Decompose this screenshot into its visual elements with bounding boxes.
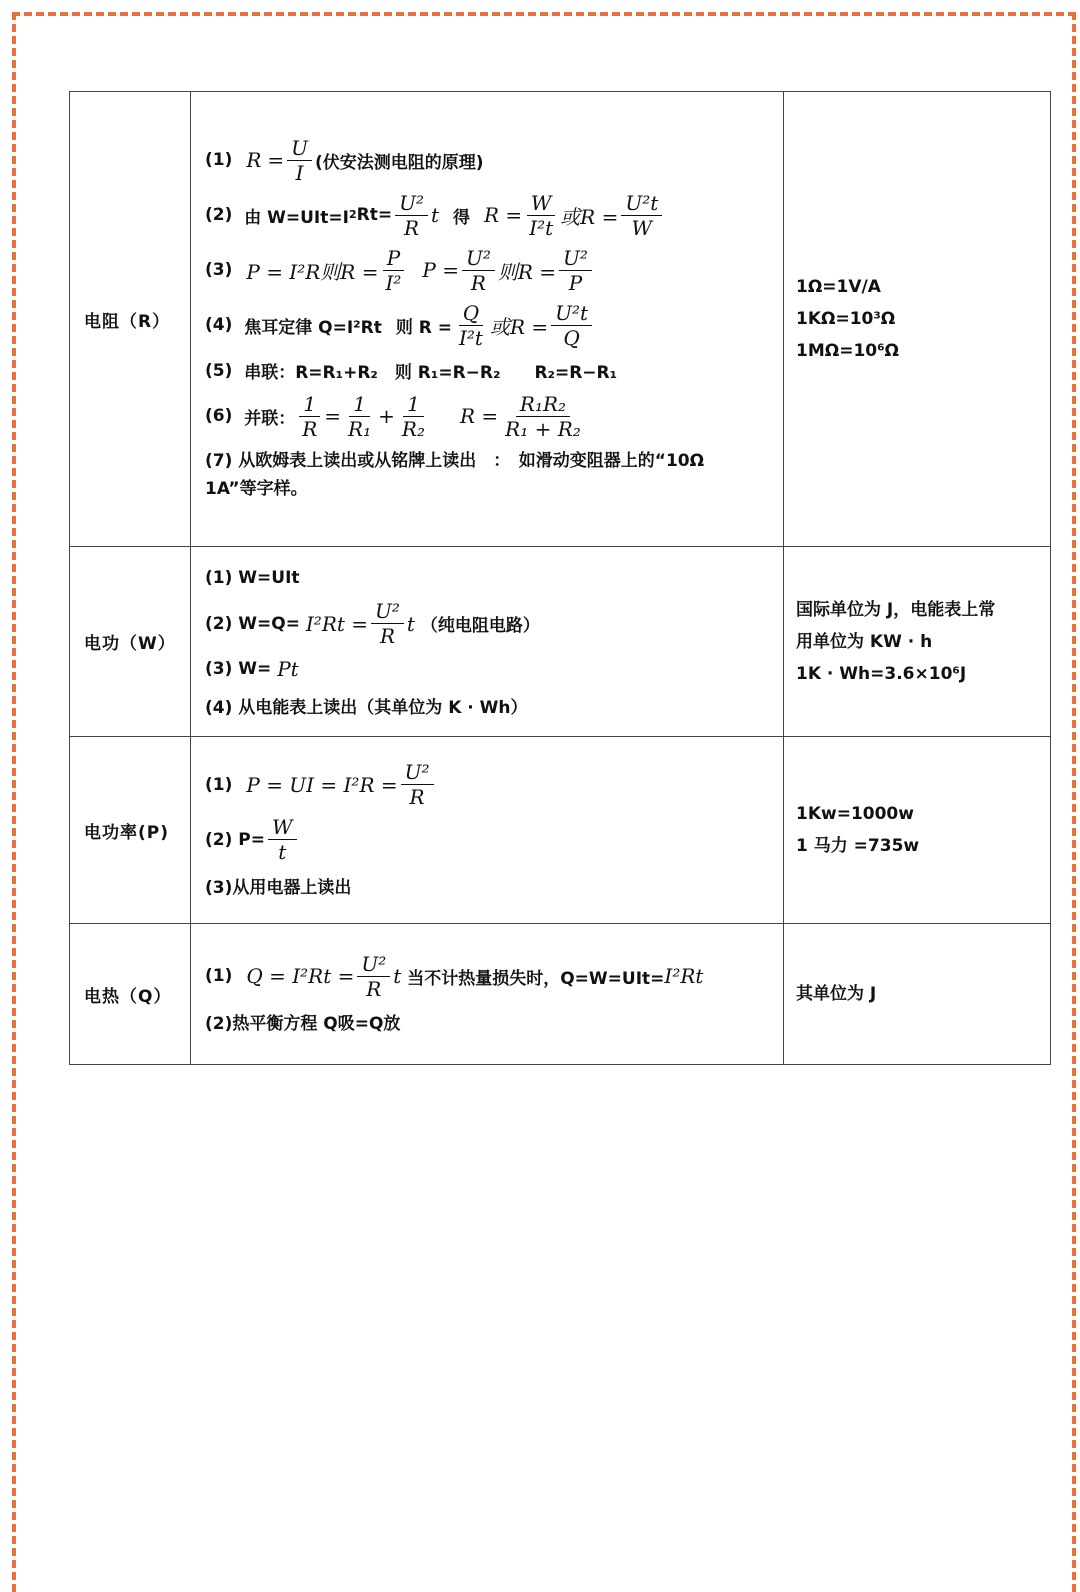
formula-line-5: (5) 串联：R=R₁+R₂ 则 R₁=R−R₂ R₂=R−R₁	[205, 360, 618, 383]
fraction: $\frac{W}{t}$	[268, 815, 297, 864]
fraction: $\frac{P}{\text{I²}}$	[381, 246, 405, 295]
formula-cell-work: (1) W=UIt (2) W=Q= I²Rt = $\frac{\text{U²}}{R}$ t （纯电阻电路） (3) W= Pt (4) 从电能表上读出（其单位为 K · Wh）	[191, 547, 784, 737]
formula-cell-resistance	[191, 92, 784, 547]
table-row-work	[70, 547, 1051, 737]
formula-cell-power: (1) P = UI = I²R = $\frac{\text{U²}}{R}$ (2) P= $\frac{W}{t}$ (3)从用电器上读出	[191, 737, 784, 924]
row-label-work: 电功（W）	[70, 547, 191, 737]
unit-cell-work: 国际单位为 J，电能表上常 用单位为 KW · h 1K · Wh=3.6×10⁶J	[784, 547, 1051, 737]
fraction: $\frac{\text{U²}}{R}$	[371, 599, 404, 648]
unit-cell-resistance: 1Ω=1V/A 1KΩ=10³Ω 1MΩ=10⁶Ω	[784, 92, 1051, 547]
row-label-heat: 电热（Q）	[70, 924, 191, 1065]
fraction: $\frac{W}{\text{I²t}}$	[525, 191, 557, 240]
formula-cell-heat: (1) Q = I²Rt = $\frac{\text{U²}}{R}$ t 当不计热量损失时，Q=W=UIt= I²Rt (2)热平衡方程 Q吸=Q放	[191, 924, 784, 1065]
table-row-power	[70, 737, 1051, 924]
fraction: $\frac{\text{U²}}{R}$	[401, 760, 434, 809]
fraction: $\frac{\text{U²t}}{W}$	[621, 191, 662, 240]
formula-line-4: (4) 焦耳定律 Q=I²Rt 则 R = $\frac{Q}{\text{I²t}}$ 或R = $\frac{\text{U²t}}{Q}$	[205, 301, 771, 350]
formula-line-6: (6) 并联： $\frac{1}{R}$ = $\frac{1}{\text{R₁}}$ + $\frac{1}{\text{R₂}}$ R = $\frac{\text{R₁R₂}}{\text{R₁ + R₂}}$	[205, 392, 771, 441]
table-row-heat	[70, 924, 1051, 1065]
fraction: $\frac{U}{I}$	[287, 136, 312, 185]
fraction: $\frac{1}{\text{R₁}}$	[348, 391, 372, 441]
fraction: $\frac{\text{U²}}{R}$	[395, 191, 428, 240]
fraction: $\frac{\text{U²}}{R}$	[462, 246, 495, 295]
formula-line-2: (2) 由 W=UIt=I 2 Rt= $\frac{\text{U²}}{R}$ t 得 R = $\frac{W}{\text{I²t}}$ 或R = $\frac{\text{U²t}}{W}$	[205, 191, 771, 240]
formula-line-3: (3) P = I²R则R = $\frac{P}{\text{I²}}$ P = $\frac{\text{U²}}{R}$ 则R = $\frac{\text{U²}}{P}$	[205, 246, 771, 295]
table-row-resistance	[70, 92, 1051, 547]
unit-cell-power: 1Kw=1000w 1 马力 =735w	[784, 737, 1051, 924]
fraction: $\frac{1}{\text{R₂}}$	[401, 391, 425, 441]
fraction: $\frac{\text{U²}}{R}$	[357, 952, 390, 1001]
fraction: $\frac{1}{R}$	[298, 392, 321, 441]
fraction: $\frac{\text{U²t}}{Q}$	[551, 301, 592, 350]
row-label-resistance: 电阻（R）	[70, 92, 191, 547]
fraction: $\frac{\text{R₁R₂}}{\text{R₁ + R₂}}$	[505, 391, 581, 441]
unit-cell-heat: 其单位为 J	[784, 924, 1051, 1065]
fraction: $\frac{Q}{\text{I²t}}$	[459, 300, 483, 350]
formula-line-7: (7) 从欧姆表上读出或从铭牌上读出 ： 如滑动变阻器上的“10Ω 1A”等字样。	[205, 450, 722, 499]
fraction: $\frac{\text{U²}}{P}$	[559, 246, 592, 295]
formula-line-1: (1) R = $\frac{U}{I}$ (伏安法测电阻的原理)	[205, 135, 484, 185]
row-label-power: 电功率(P)	[70, 737, 191, 924]
physics-formula-table	[69, 91, 1051, 1065]
